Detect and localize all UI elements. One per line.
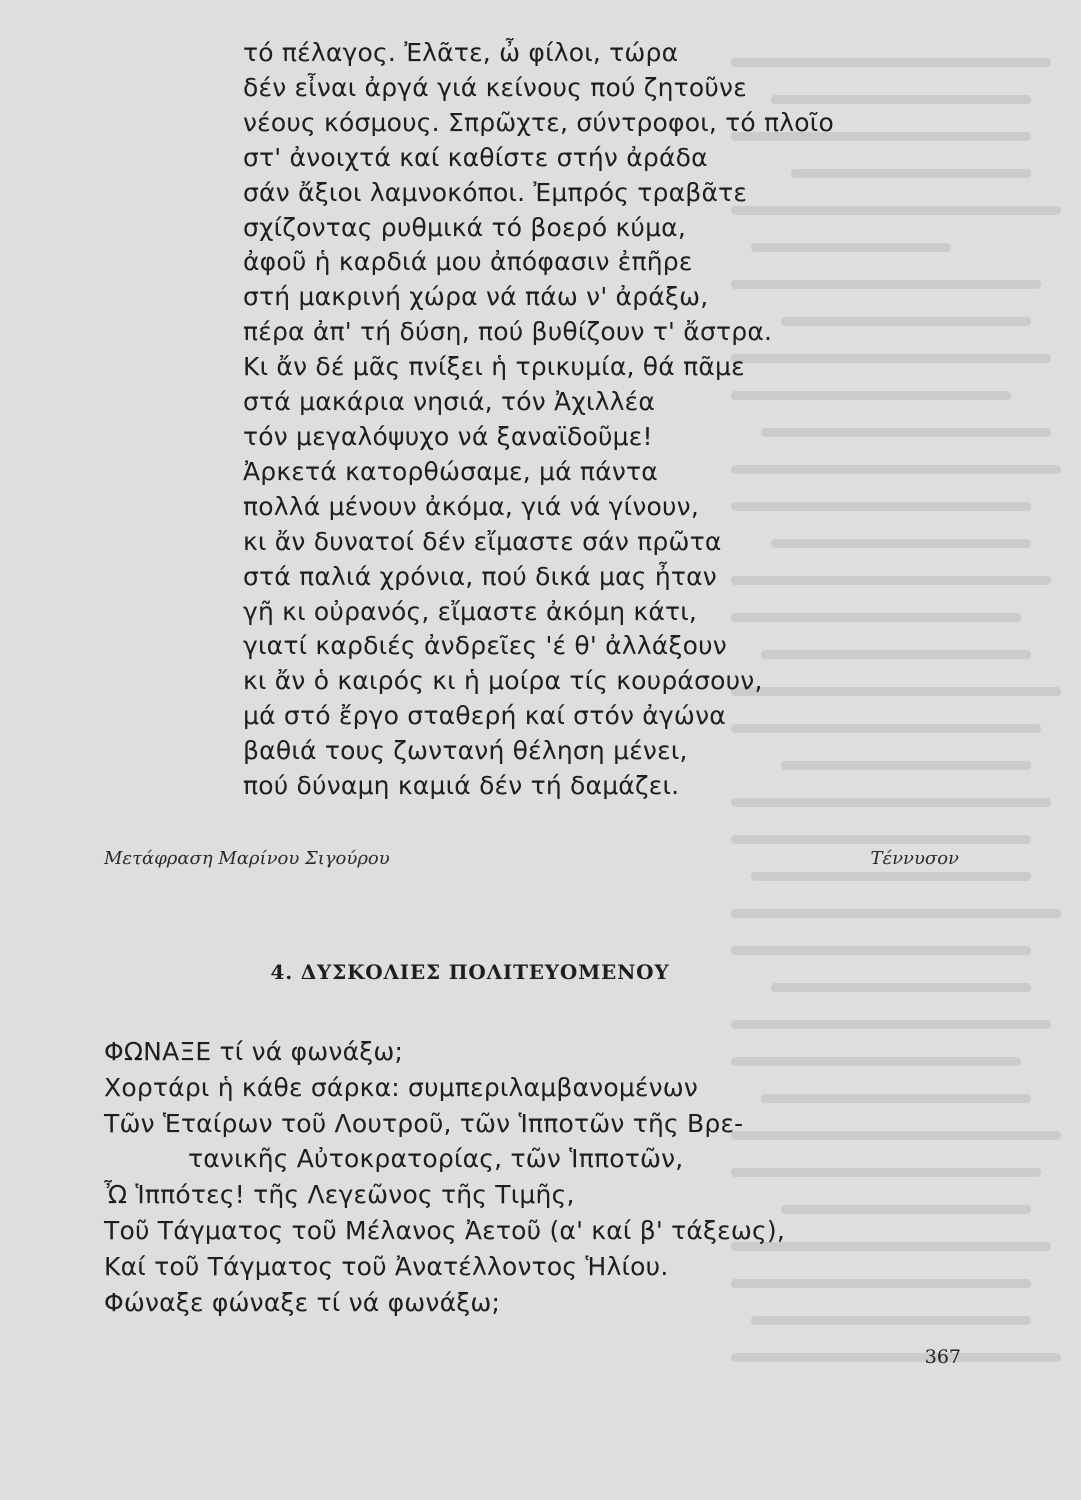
- page-number: 367: [924, 1346, 961, 1368]
- poem-line: πού δύναμη καμιά δέν τή δαμάζει.: [243, 771, 680, 801]
- poem-line: σάν ἄξιοι λαμνοκόποι. Ἐμπρός τραβᾶτε: [243, 177, 748, 207]
- poem-line: ΦΩΝΑΞΕ τί νά φωνάξω;: [104, 1037, 404, 1066]
- poem-line: στά μακάρια νησιά, τόν Ἀχιλλέα: [243, 387, 656, 417]
- poem-line: νέους κόσμους. Σπρῶχτε, σύντροφοι, τό πλοῖο: [243, 107, 834, 137]
- translator-credit: Μετάφραση Μαρίνου Σιγούρου: [104, 848, 390, 869]
- poem-line: Κι ἄν δέ μᾶς πνίξει ἡ τρικυμία, θά πᾶμε: [243, 352, 745, 382]
- poem-line: Καί τοῦ Τάγματος τοῦ Ἀνατέλλοντος Ἡλίου.: [104, 1251, 669, 1281]
- poem-line: Φώναξε φώναξε τί νά φωνάξω;: [104, 1287, 501, 1317]
- poem-line: κι ἄν δυνατοί δέν εἴμαστε σάν πρῶτα: [243, 526, 722, 556]
- poem-line: βαθιά τους ζωντανή θέληση μένει,: [243, 736, 688, 766]
- poem-line: Ὦ Ἱππότες! τῆς Λεγεῶνος τῆς Τιμῆς,: [104, 1180, 575, 1210]
- poem-tennyson-excerpt: [243, 36, 834, 804]
- poem-line: τανικῆς Αὐτοκρατορίας, τῶν Ἱπποτῶν,: [188, 1144, 684, 1174]
- poem-line: στ' ἀνοιχτά καί καθίστε στήν ἀράδα: [243, 142, 708, 172]
- poem-line: δέν εἶναι ἀργά γιά κείνους πού ζητοῦνε: [243, 72, 747, 102]
- poem-line: πολλά μένουν ἀκόμα, γιά νά γίνουν,: [243, 491, 699, 521]
- poem-line: τόν μεγαλόψυχο νά ξαναϊδοῦμε!: [243, 421, 653, 451]
- poem-line: στή μακρινή χώρα νά πάω ν' ἀράξω,: [243, 282, 709, 312]
- poem-line: σχίζοντας ρυθμικά τό βοερό κύμα,: [243, 212, 687, 242]
- poem-line: κι ἄν ὁ καιρός κι ἡ μοίρα τίς κουράσουν,: [243, 666, 763, 696]
- poem-line: τό πέλαγος. Ἐλᾶτε, ὦ φίλοι, τώρα: [243, 38, 679, 67]
- poem-politician-difficulties: [104, 1034, 785, 1320]
- poem-line: Χορτάρι ἡ κάθε σάρκα: συμπεριλαμβανομένων: [104, 1072, 699, 1102]
- section-heading: 4. ΔΥΣΚΟΛΙΕΣ ΠΟΛΙΤΕΥΟΜΕΝΟΥ: [270, 960, 670, 984]
- poem-line: Ἀρκετά κατορθώσαμε, μά πάντα: [243, 456, 658, 486]
- author-credit: Τέννυσον: [870, 848, 959, 869]
- poem-line: στά παλιά χρόνια, πού δικά μας ἦταν: [243, 561, 717, 591]
- poem-line: πέρα ἀπ' τή δύση, πού βυθίζουν τ' ἄστρα.: [243, 317, 773, 347]
- poem-line: Τῶν Ἑταίρων τοῦ Λουτροῦ, τῶν Ἱπποτῶν τῆς Βρε-: [104, 1108, 744, 1138]
- poem-line: Τοῦ Τάγματος τοῦ Μέλανος Ἀετοῦ (α' καί β' τάξεως),: [104, 1215, 785, 1245]
- poem-line: ἀφοῦ ἡ καρδιά μου ἀπόφασιν ἐπῆρε: [243, 247, 693, 277]
- poem-line: γῆ κι οὐρανός, εἴμαστε ἀκόμη κάτι,: [243, 596, 698, 626]
- poem-line: γιατί καρδιές ἀνδρεῖες 'έ θ' ἀλλάξουν: [243, 631, 727, 661]
- poem-line: μά στό ἔργο σταθερή καί στόν ἀγώνα: [243, 701, 726, 731]
